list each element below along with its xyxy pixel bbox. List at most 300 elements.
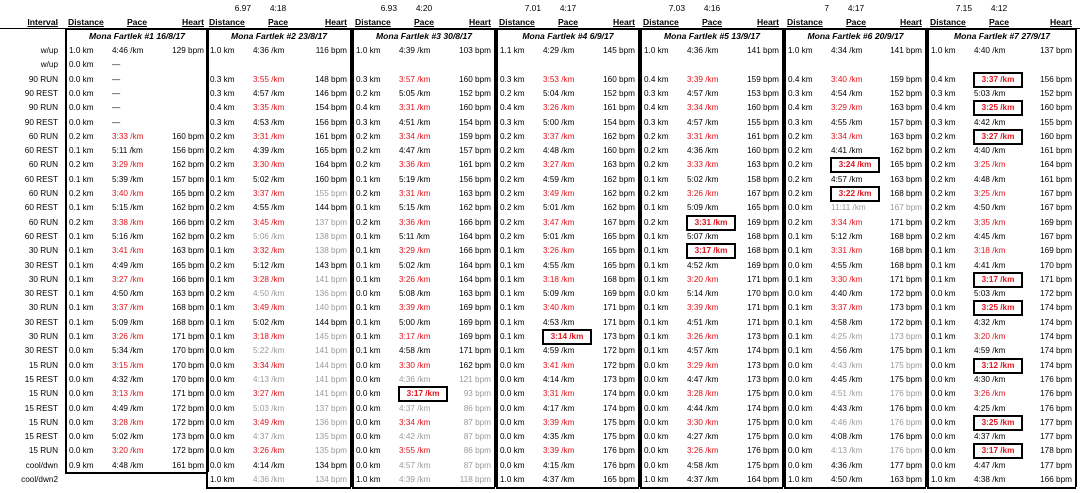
distance-cell: 0.1 km [69, 317, 94, 327]
distance-cell: 0.0 km [931, 403, 956, 413]
distance-cell: 0.1 km [356, 274, 381, 284]
heart-cell: 166 bpm [172, 217, 204, 227]
distance-cell: 0.1 km [788, 346, 813, 356]
pace-cell: 3:24 /km [831, 158, 879, 172]
distance-cell: 0.1 km [210, 303, 235, 313]
pace-cell: 4:47 /km [399, 146, 431, 156]
heart-cell: 171 bpm [890, 274, 922, 284]
pace-cell: 4:40 /km [831, 289, 863, 299]
heart-cell: 174 bpm [1040, 317, 1072, 327]
pace-cell: 4:50 /km [253, 289, 285, 299]
heart-cell: 163 bpm [603, 160, 635, 170]
heart-cell: 141 bpm [315, 274, 347, 284]
distance-cell: 0.0 km [69, 417, 94, 427]
pace-cell: 3:25 /km [974, 301, 1022, 315]
distance-header: Distance [499, 17, 535, 27]
distance-cell: 0.1 km [69, 303, 94, 313]
distance-cell: 0.1 km [644, 346, 669, 356]
heart-cell: 136 bpm [315, 417, 347, 427]
pace-cell [543, 58, 591, 72]
heart-cell: 168 bpm [747, 231, 779, 241]
distance-cell: 0.2 km [644, 160, 669, 170]
pace-cell: 3:34 /km [687, 103, 719, 113]
heart-cell: 171 bpm [747, 274, 779, 284]
pace-header: Pace [267, 17, 289, 27]
heart-cell: 144 bpm [315, 203, 347, 213]
distance-cell: 0.2 km [931, 131, 956, 141]
distance-cell: 0.1 km [644, 303, 669, 313]
pace-cell: 5:08 /km [399, 289, 431, 299]
pace-header: Pace [701, 17, 723, 27]
heart-cell: 175 bpm [603, 417, 635, 427]
heart-cell [305, 58, 347, 72]
distance-cell: 0.0 km [931, 360, 956, 370]
distance-cell [644, 58, 688, 72]
distance-cell: 0.1 km [931, 246, 956, 256]
heart-cell: 164 bpm [459, 260, 491, 270]
pace-cell: 3:22 /km [831, 187, 879, 201]
heart-cell: 174 bpm [1040, 303, 1072, 313]
heart-cell: 161 bpm [1040, 174, 1072, 184]
pace-cell: 4:39 /km [399, 46, 431, 55]
distance-cell: 0.2 km [644, 217, 669, 227]
heart-cell: 171 bpm [603, 317, 635, 327]
heart-cell: 155 bpm [315, 189, 347, 198]
interval-label: 30 RUN [28, 246, 58, 256]
pace-cell: 3:37 /km [974, 73, 1022, 87]
session-title: Mona Fartlek #2 23/8/17 [230, 31, 327, 41]
distance-cell: 0.0 km [356, 374, 381, 384]
distance-cell: 0.1 km [644, 246, 669, 256]
distance-cell: 0.2 km [356, 88, 381, 98]
heart-cell: 165 bpm [172, 189, 204, 198]
pace-cell: 3:31 /km [543, 389, 575, 399]
distance-cell: 0.0 km [69, 88, 94, 98]
pace-cell: 3:25 /km [974, 160, 1006, 170]
total-distance: 7.01 [524, 3, 541, 13]
pace-cell: 4:51 /km [831, 389, 863, 399]
heart-cell: 164 bpm [459, 231, 491, 241]
distance-cell: 0.0 km [210, 374, 235, 384]
interval-label: 60 REST [24, 203, 58, 213]
pace-cell: 3:47 /km [543, 217, 575, 227]
heart-cell: 174 bpm [1040, 360, 1072, 370]
pace-cell: 4:46 /km [831, 417, 863, 427]
distance-cell: 0.1 km [69, 332, 94, 341]
session-title: Mona Fartlek #6 20/9/17 [807, 31, 904, 41]
distance-cell: 1.1 km [500, 46, 525, 55]
pace-cell: 3:25 /km [974, 189, 1006, 198]
distance-cell: 0.1 km [644, 203, 669, 213]
distance-cell: 0.0 km [500, 403, 525, 413]
pace-cell: 3:37 /km [253, 189, 285, 198]
pace-cell: 3:17 /km [974, 444, 1022, 458]
heart-cell: 160 bpm [172, 131, 204, 141]
heart-cell: 167 bpm [1040, 203, 1072, 213]
heart-cell: 137 bpm [315, 217, 347, 227]
distance-cell: 0.0 km [931, 460, 956, 470]
heart-cell: 138 bpm [315, 231, 347, 241]
pace-cell: — [112, 60, 121, 70]
pace-cell: 5:12 /km [253, 260, 285, 270]
session-title: Mona Fartlek #4 6/9/17 [522, 31, 614, 41]
pace-cell: 5:09 /km [687, 203, 719, 213]
heart-cell: 173 bpm [603, 374, 635, 384]
distance-cell: 0.2 km [788, 131, 813, 141]
distance-cell: 0.2 km [69, 217, 94, 227]
pace-cell: 4:51 /km [399, 117, 431, 127]
heart-cell [883, 58, 922, 72]
heart-cell: 162 bpm [459, 360, 491, 370]
total-pace: 4:12 [990, 3, 1008, 13]
pace-cell: 3:31 /km [399, 189, 431, 198]
pace-cell: 5:00 /km [399, 317, 431, 327]
heart-cell: 176 bpm [603, 446, 635, 456]
heart-cell: 174 bpm [603, 403, 635, 413]
distance-cell: 0.0 km [69, 446, 94, 456]
distance-cell: 1.0 km [210, 475, 235, 484]
pace-cell: 3:33 /km [687, 160, 719, 170]
pace-cell: 4:59 /km [974, 346, 1006, 356]
heart-cell: 176 bpm [747, 446, 779, 456]
heart-cell: 152 bpm [459, 88, 491, 98]
pace-cell: 3:49 /km [253, 303, 285, 313]
pace-cell: 4:57 /km [687, 88, 719, 98]
interval-label: cool/dwn2 [21, 475, 58, 484]
heart-cell: 162 bpm [172, 231, 204, 241]
distance-header: Distance [787, 17, 823, 27]
distance-cell: 0.3 km [356, 74, 381, 84]
distance-cell: 0.0 km [210, 360, 235, 370]
pace-cell: 3:39 /km [687, 303, 719, 313]
pace-cell: 4:47 /km [974, 460, 1006, 470]
pace-cell: — [112, 117, 121, 127]
distance-cell: 0.1 km [500, 274, 525, 284]
group-border-bottom [784, 487, 926, 489]
pace-cell: 4:58 /km [399, 346, 431, 356]
pace-cell: 4:58 /km [687, 460, 719, 470]
pace-cell: 3:20 /km [687, 274, 719, 284]
pace-cell: 4:57 /km [831, 174, 863, 184]
heart-cell: 176 bpm [890, 432, 922, 442]
distance-cell: 0.1 km [500, 346, 525, 356]
distance-cell: 0.1 km [356, 231, 381, 241]
pace-cell: 5:15 /km [399, 203, 431, 213]
heart-cell: 177 bpm [1040, 432, 1072, 442]
interval-label: 60 RUN [28, 160, 58, 170]
distance-cell: 0.2 km [788, 146, 813, 156]
distance-cell: 0.2 km [644, 131, 669, 141]
pace-cell: 4:48 /km [974, 174, 1006, 184]
distance-cell: 0.3 km [931, 88, 956, 98]
pace-cell: 3:26 /km [543, 246, 575, 256]
heart-cell: 171 bpm [890, 217, 922, 227]
heart-cell: 171 bpm [747, 317, 779, 327]
pace-cell: 3:27 /km [112, 274, 144, 284]
distance-cell [69, 473, 113, 487]
heart-cell: 167 bpm [747, 189, 779, 198]
distance-cell: 0.1 km [69, 146, 94, 156]
group-border-left [352, 28, 354, 487]
heart-cell [164, 116, 204, 130]
group-border-bottom [640, 487, 783, 489]
pace-cell: 3:17 /km [399, 387, 447, 401]
heart-cell: 174 bpm [747, 403, 779, 413]
heart-cell: 169 bpm [1040, 246, 1072, 256]
heart-cell: 154 bpm [315, 103, 347, 113]
heart-cell: 168 bpm [172, 317, 204, 327]
pace-cell: 3:35 /km [974, 217, 1006, 227]
heart-cell: 178 bpm [1040, 446, 1072, 456]
pace-cell: 5:39 /km [112, 174, 144, 184]
heart-cell: 176 bpm [890, 446, 922, 456]
pace-cell: 4:37 /km [543, 475, 575, 484]
pace-cell: 4:36 /km [687, 46, 719, 55]
distance-cell: 0.2 km [69, 131, 94, 141]
heart-cell: 171 bpm [172, 389, 204, 399]
distance-cell: 0.2 km [931, 160, 956, 170]
distance-cell: 0.1 km [356, 346, 381, 356]
pace-cell: 4:59 /km [543, 174, 575, 184]
interval-label: 30 REST [24, 317, 58, 327]
heart-cell: 137 bpm [315, 403, 347, 413]
heart-header: Heart [182, 17, 204, 27]
pace-cell: 3:30 /km [253, 160, 285, 170]
pace-cell: 3:30 /km [399, 360, 431, 370]
heart-cell: 163 bpm [890, 174, 922, 184]
heart-cell: 160 bpm [459, 103, 491, 113]
pace-cell: 4:43 /km [831, 403, 863, 413]
heart-cell: 145 bpm [603, 46, 635, 55]
heart-cell: 87 bpm [463, 460, 491, 470]
pace-cell [687, 58, 735, 72]
interval-label: 15 REST [24, 403, 58, 413]
distance-cell: 0.1 km [69, 274, 94, 284]
distance-cell: 0.0 km [788, 289, 813, 299]
distance-cell: 0.0 km [931, 417, 956, 427]
pace-cell: 3:26 /km [112, 332, 144, 341]
heart-cell: 169 bpm [1040, 217, 1072, 227]
pace-cell: 3:39 /km [687, 74, 719, 84]
distance-cell: 0.0 km [644, 360, 669, 370]
group-border-bottom [927, 487, 1076, 489]
distance-cell: 0.0 km [356, 432, 381, 442]
heart-cell: 170 bpm [172, 346, 204, 356]
pace-cell: 4:49 /km [112, 403, 144, 413]
distance-cell: 0.2 km [500, 131, 525, 141]
distance-cell: 0.3 km [210, 117, 235, 127]
total-distance [66, 1, 110, 15]
heart-cell: 144 bpm [315, 317, 347, 327]
pace-cell: 3:30 /km [831, 274, 863, 284]
distance-cell: 0.0 km [931, 432, 956, 442]
distance-cell: 0.2 km [644, 146, 669, 156]
pace-cell: 3:53 /km [543, 74, 575, 84]
distance-cell: 0.0 km [931, 289, 956, 299]
heart-cell [164, 73, 204, 87]
session-title: Mona Fartlek #7 27/9/17 [953, 31, 1050, 41]
heart-cell: 141 bpm [747, 46, 779, 55]
heart-cell: 172 bpm [890, 289, 922, 299]
distance-cell: 0.0 km [644, 432, 669, 442]
heart-cell: 157 bpm [172, 174, 204, 184]
distance-cell: 0.4 km [356, 103, 381, 113]
pace-cell: 4:57 /km [253, 88, 285, 98]
heart-cell: 175 bpm [747, 460, 779, 470]
heart-cell: 167 bpm [1040, 189, 1072, 198]
distance-cell: 0.2 km [500, 160, 525, 170]
distance-cell: 0.0 km [69, 389, 94, 399]
pace-cell: 4:38 /km [974, 475, 1006, 484]
distance-cell: 0.1 km [931, 317, 956, 327]
heart-cell: 176 bpm [890, 389, 922, 399]
pace-cell: — [112, 103, 121, 113]
pace-cell: 3:45 /km [253, 217, 285, 227]
pace-cell: 3:33 /km [112, 131, 144, 141]
pace-cell: 4:54 /km [831, 88, 863, 98]
pace-cell: 4:50 /km [831, 475, 863, 484]
distance-cell [210, 58, 254, 72]
distance-cell: 0.0 km [644, 460, 669, 470]
heart-cell: 138 bpm [315, 246, 347, 256]
pace-cell [974, 58, 1022, 72]
pace-cell: 3:26 /km [253, 446, 285, 456]
distance-cell: 0.2 km [500, 189, 525, 198]
pace-cell: 3:34 /km [253, 360, 285, 370]
distance-cell: 0.0 km [210, 403, 235, 413]
distance-cell: 0.2 km [788, 189, 813, 198]
distance-cell: 1.0 km [788, 475, 813, 484]
distance-cell: 0.4 km [210, 103, 235, 113]
pace-cell: 4:42 /km [399, 432, 431, 442]
pace-cell: 3:34 /km [399, 131, 431, 141]
distance-cell: 0.3 km [356, 117, 381, 127]
heart-cell: 168 bpm [890, 189, 922, 198]
distance-cell: 0.0 km [788, 360, 813, 370]
pace-cell: 3:55 /km [399, 446, 431, 456]
pace-cell: 4:36 /km [253, 46, 285, 55]
heart-cell: 171 bpm [459, 346, 491, 356]
pace-cell: 4:17 /km [543, 403, 575, 413]
pace-cell: 4:47 /km [687, 374, 719, 384]
total-pace: 4:17 [559, 3, 577, 13]
pace-cell: 4:13 /km [831, 446, 863, 456]
distance-cell: 0.1 km [356, 246, 381, 256]
heart-cell: 141 bpm [315, 374, 347, 384]
distance-cell [931, 58, 975, 72]
heart-cell: 166 bpm [459, 217, 491, 227]
heart-cell: 172 bpm [172, 417, 204, 427]
heart-cell: 152 bpm [603, 88, 635, 98]
heart-cell: 148 bpm [315, 74, 347, 84]
pace-cell: 3:26 /km [687, 189, 719, 198]
heart-header: Heart [613, 17, 635, 27]
heart-cell: 162 bpm [890, 146, 922, 156]
pace-header: Pace [413, 17, 435, 27]
distance-cell: 0.3 km [210, 74, 235, 84]
pace-cell: 3:27 /km [543, 160, 575, 170]
pace-cell: 11:11 /km [831, 203, 866, 213]
heart-cell: 164 bpm [1040, 160, 1072, 170]
heart-header: Heart [325, 17, 347, 27]
pace-cell: 3:31 /km [253, 131, 285, 141]
pace-cell: 5:09 /km [543, 289, 575, 299]
pace-cell: 3:34 /km [399, 417, 431, 427]
heart-cell: 168 bpm [747, 246, 779, 256]
pace-cell: 3:12 /km [974, 359, 1022, 373]
distance-cell: 0.0 km [210, 389, 235, 399]
group-border-bottom [352, 487, 495, 489]
distance-cell: 0.4 km [644, 74, 669, 84]
distance-cell: 0.2 km [210, 160, 235, 170]
heart-cell: 161 bpm [459, 160, 491, 170]
heart-cell: 175 bpm [747, 432, 779, 442]
distance-cell: 0.0 km [500, 432, 525, 442]
distance-cell: 0.0 km [788, 403, 813, 413]
heart-cell: 153 bpm [747, 88, 779, 98]
heart-cell: 175 bpm [603, 432, 635, 442]
heart-cell: 87 bpm [463, 432, 491, 442]
distance-header: Distance [643, 17, 679, 27]
distance-cell: 0.0 km [500, 446, 525, 456]
distance-cell: 0.0 km [500, 417, 525, 427]
pace-cell: 5:02 /km [399, 260, 431, 270]
heart-cell: 145 bpm [315, 332, 347, 341]
heart-cell: 103 bpm [459, 46, 491, 55]
heart-cell: 162 bpm [603, 174, 635, 184]
distance-cell: 0.2 km [210, 231, 235, 241]
distance-cell: 0.4 km [788, 74, 813, 84]
distance-cell: 1.0 km [356, 46, 381, 55]
heart-cell: 152 bpm [1040, 88, 1072, 98]
pace-cell: 3:17 /km [399, 332, 431, 341]
distance-cell: 0.1 km [210, 246, 235, 256]
heart-cell: 176 bpm [890, 403, 922, 413]
distance-cell: 0.1 km [788, 317, 813, 327]
pace-cell [112, 473, 160, 487]
pace-cell: 3:14 /km [543, 330, 591, 344]
distance-cell: 0.0 km [788, 446, 813, 456]
distance-cell: 0.2 km [210, 289, 235, 299]
total-pace: 4:18 [269, 3, 287, 13]
distance-cell: 0.2 km [500, 203, 525, 213]
heart-cell: 168 bpm [172, 303, 204, 313]
distance-cell: 0.2 km [500, 231, 525, 241]
distance-cell: 0.0 km [210, 460, 235, 470]
pace-cell: 5:01 /km [543, 203, 575, 213]
distance-cell: 0.1 km [69, 203, 94, 213]
pace-cell: 3:18 /km [974, 246, 1006, 256]
pace-cell: 5:02 /km [687, 174, 719, 184]
heart-cell: 160 bpm [1040, 131, 1072, 141]
heart-cell: 171 bpm [603, 303, 635, 313]
distance-cell: 0.1 km [69, 260, 94, 270]
pace-cell: 4:50 /km [112, 289, 144, 299]
heart-cell: 154 bpm [459, 117, 491, 127]
distance-cell: 0.0 km [931, 389, 956, 399]
pace-cell: 3:31 /km [687, 131, 719, 141]
pace-cell: 4:52 /km [687, 260, 719, 270]
pace-cell: 3:39 /km [543, 446, 575, 456]
distance-cell: 0.3 km [644, 117, 669, 127]
pace-cell: 3:37 /km [112, 303, 144, 313]
heart-cell: 169 bpm [747, 217, 779, 227]
heart-cell: 165 bpm [603, 246, 635, 256]
interval-label: w/up [40, 46, 58, 55]
interval-label: 15 REST [24, 432, 58, 442]
session-title: Mona Fartlek #5 13/9/17 [663, 31, 760, 41]
group-border-bottom [206, 487, 351, 489]
